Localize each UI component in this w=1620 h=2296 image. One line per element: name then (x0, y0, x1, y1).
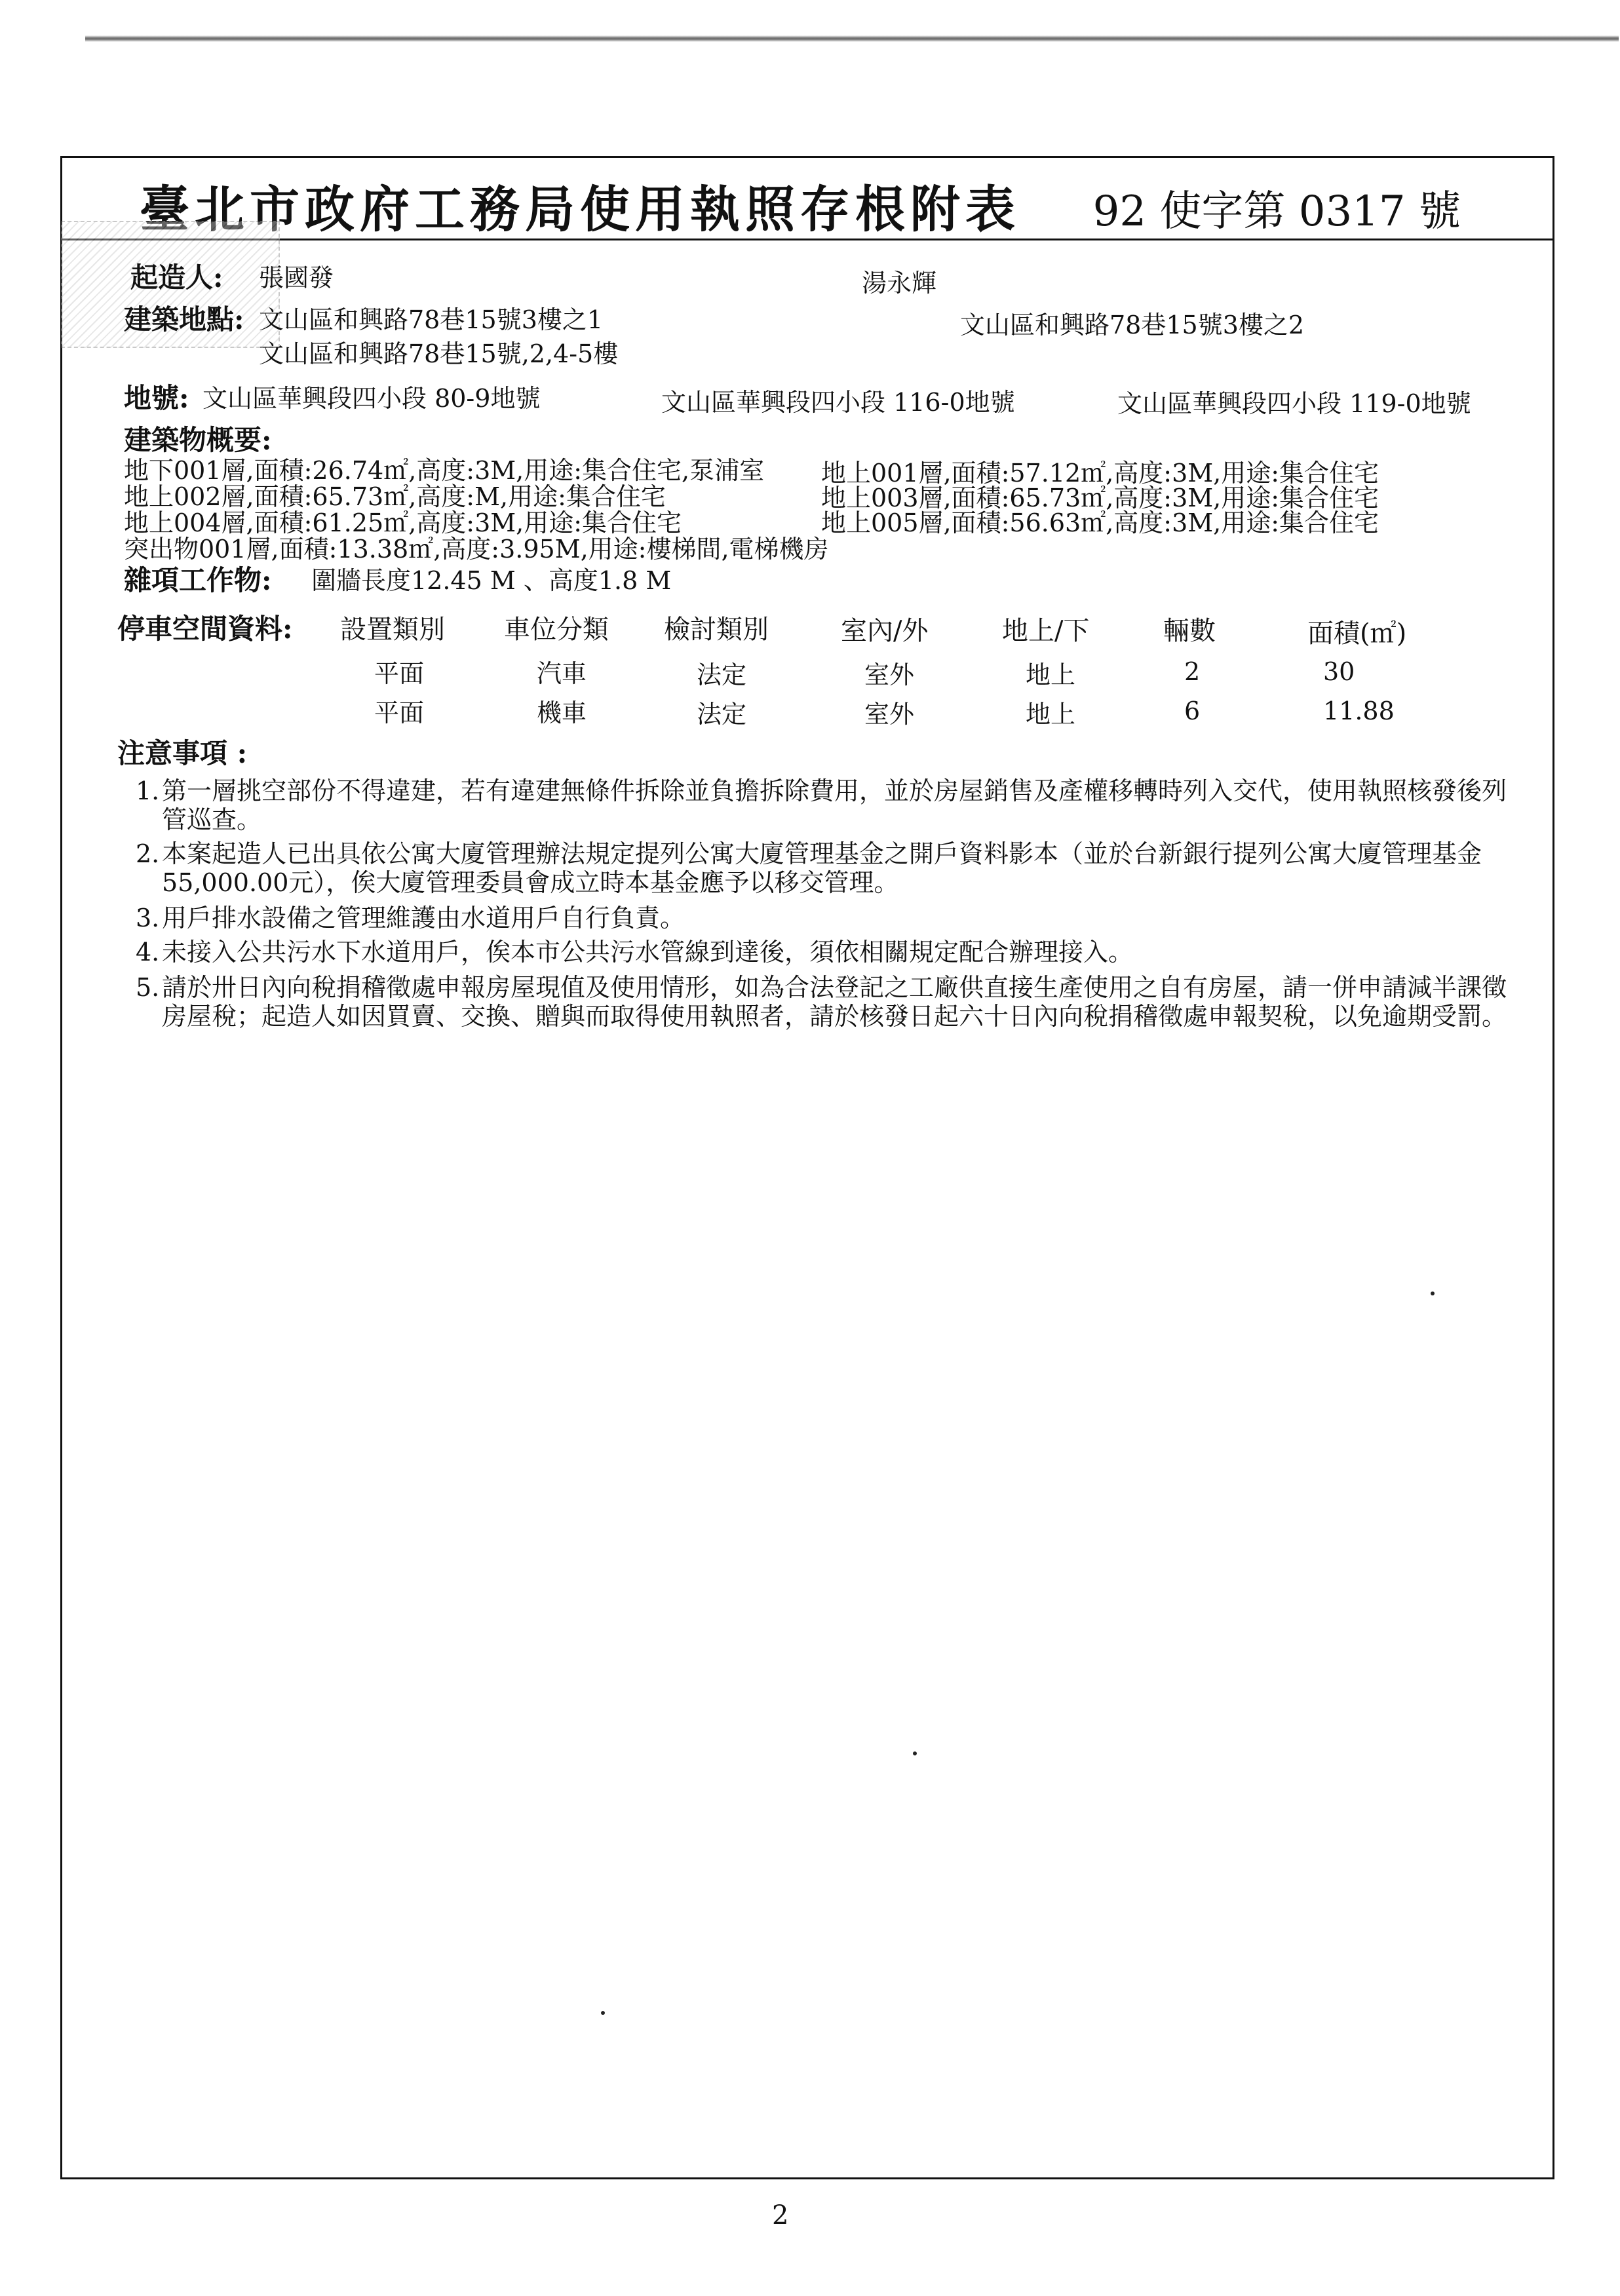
parking-cell: 室外 (864, 700, 915, 729)
note-text: 第一層挑空部份不得違建，若有違建無條件拆除並負擔拆除費用，並於房屋銷售及產權移轉時列入交代，使用執照核發後列管巡查。 (162, 776, 1507, 834)
parking-header-count: 輛數 (1163, 616, 1216, 646)
parking-cell: 2 (1184, 657, 1201, 686)
parking-cell: 汽車 (537, 659, 587, 688)
owner-label: 起造人: (130, 261, 223, 294)
lot-item-1: 文山區華興段四小段 80-9地號 (202, 384, 541, 413)
parking-cell: 6 (1184, 697, 1201, 725)
note-number: 5. (136, 973, 160, 1002)
site-label: 建築地點: (124, 303, 244, 335)
parking-header-indoor: 室內/外 (841, 616, 929, 646)
parking-label: 停車空間資料: (117, 613, 293, 645)
floor-5: 地上005層,面積:56.63㎡,高度:3M,用途:集合住宅 (821, 508, 1379, 537)
lot-label: 地號: (124, 382, 189, 414)
owner-name-2: 湯永輝 (862, 269, 937, 297)
parking-header-type: 設置類別 (340, 615, 445, 645)
note-text: 本案起造人已出具依公寓大廈管理辦法規定提列公寓大廈管理基金之開戶資料影本（並於台新銀行提列公寓大廈管理基金55,000.00元），俟大廈管理委員會成立時本基金應予以移交管理。 (162, 839, 1482, 897)
parking-cell: 機車 (537, 698, 587, 727)
floor-3: 地上003層,面積:65.73㎡,高度:3M,用途:集合住宅 (821, 484, 1379, 512)
note-text: 未接入公共污水下水道用戶，俟本市公共污水管線到達後，須依相關規定配合辦理接入。 (162, 938, 1134, 966)
rooftop-structure: 突出物001層,面積:13.38㎡,高度:3.95M,用途:樓梯間,電梯機房 (124, 535, 829, 564)
page-number: 2 (772, 2200, 789, 2230)
parking-cell: 室外 (864, 660, 915, 689)
parking-header-area: 面積(㎡) (1307, 619, 1407, 649)
owner-name-1: 張國發 (259, 263, 334, 292)
parking-cell: 法定 (697, 660, 747, 689)
permit-number: 92 使字第 0317 號 (1092, 187, 1461, 236)
misc-works-label: 雜項工作物: (124, 564, 272, 596)
note-number: 3. (136, 904, 160, 932)
document-frame (60, 156, 1554, 2179)
lot-item-3: 文山區華興段四小段 119-0地號 (1117, 389, 1471, 418)
note-number: 2. (136, 839, 160, 868)
scan-speck (913, 1751, 917, 1755)
parking-header-class: 車位分類 (504, 615, 609, 645)
note-text: 請於卅日內向稅捐稽徵處申報房屋現值及使用情形，如為合法登記之工廠供直接生產使用之自有房屋，請一併申請減半課徵房屋稅；起造人如因買賣、交換、贈與而取得使用執照者，請於核發日起六十日內向稅捐稽徵處申報契稅，以免逾期受罰。 (162, 973, 1507, 1031)
floor-2: 地上002層,面積:65.73㎡,高度:M,用途:集合住宅 (124, 482, 666, 511)
floor-1: 地上001層,面積:57.12㎡,高度:3M,用途:集合住宅 (821, 459, 1379, 488)
parking-header-review: 檢討類別 (664, 615, 769, 645)
floor-4: 地上004層,面積:61.25㎡,高度:3M,用途:集合住宅 (124, 508, 682, 537)
site-address-2: 文山區和興路78巷15號3樓之2 (960, 311, 1305, 339)
note-number: 1. (136, 776, 160, 805)
note-text: 用戶排水設備之管理維護由水道用戶自行負責。 (162, 904, 685, 932)
parking-cell: 30 (1323, 657, 1355, 686)
parking-cell: 平面 (374, 698, 425, 727)
scan-speck (1431, 1292, 1435, 1295)
document-title: 臺北市政府工務局使用執照存根附表 (140, 180, 1020, 239)
scan-speck (601, 2011, 605, 2015)
notes-label: 注意事項 : (117, 737, 248, 769)
parking-header-level: 地上/下 (1002, 616, 1090, 646)
parking-cell: 地上 (1026, 700, 1076, 729)
parking-cell: 地上 (1026, 660, 1076, 689)
parking-cell: 平面 (374, 659, 425, 688)
site-address-1: 文山區和興路78巷15號3樓之1 (259, 305, 604, 334)
note-number: 4. (136, 938, 160, 966)
scan-artifact-line (85, 35, 1619, 42)
document-header (62, 158, 1552, 240)
misc-works-value: 圍牆長度12.45 M 、高度1.8 M (311, 566, 672, 595)
parking-cell: 11.88 (1323, 697, 1395, 725)
site-address-3: 文山區和興路78巷15號,2,4-5樓 (259, 339, 619, 368)
parking-cell: 法定 (697, 700, 747, 729)
lot-item-2: 文山區華興段四小段 116-0地號 (661, 388, 1015, 417)
floor-b1: 地下001層,面積:26.74㎡,高度:3M,用途:集合住宅,泵浦室 (124, 456, 765, 485)
building-summary-label: 建築物概要: (124, 424, 272, 456)
